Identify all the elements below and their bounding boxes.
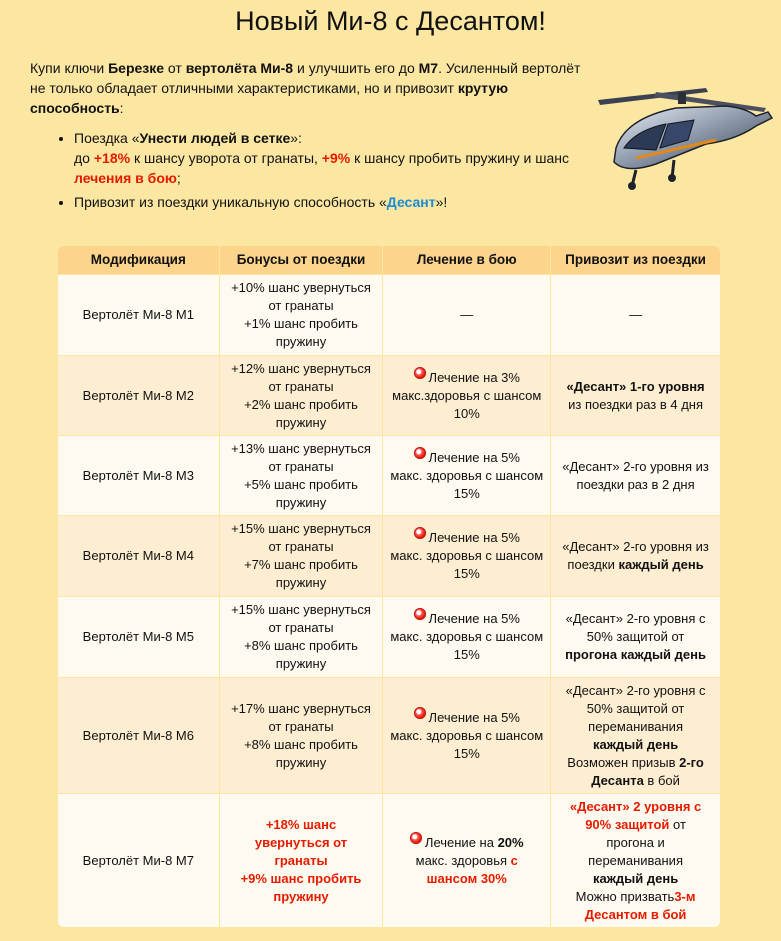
table-row bbox=[58, 274, 720, 355]
cell-bonus: +18% шанс увернуться от гранаты +9% шанс пробить пружину bbox=[220, 793, 384, 927]
cell-heal: Лечение на 5% макс. здоровья с шансом 15% bbox=[383, 515, 551, 596]
cell-bring: — bbox=[551, 274, 720, 355]
header-healing: Лечение в бою bbox=[383, 246, 551, 274]
table-row bbox=[58, 435, 720, 515]
cell-mod: Вертолёт Ми-8 М6 bbox=[58, 677, 220, 793]
lollipop-icon bbox=[410, 832, 422, 844]
table-row bbox=[58, 793, 720, 927]
table-header-row bbox=[58, 246, 720, 274]
cell-bring: «Десант» 1-го уровня из поездки раз в 4 дня bbox=[551, 355, 720, 435]
helicopter-image bbox=[596, 78, 776, 193]
table-row bbox=[58, 355, 720, 435]
header-brings: Привозит из поездки bbox=[551, 246, 720, 274]
cell-bonus: +15% шанс увернуться от гранаты +8% шанс пробить пружину bbox=[220, 596, 384, 677]
cell-bring: «Десант» 2-го уровня с 50% защитой от прогона каждый день bbox=[551, 596, 720, 677]
feature-item-trip: • Поездка «Унести людей в сетке»: до +18% к шансу уворота от гранаты, +9% к шансу пробить пружину и шанс лечения в бою; bbox=[74, 128, 585, 188]
intro-paragraph: Купи ключи Березке от вертолёта Ми-8 и улучшить его до М7. Усиленный вертолёт не только обладает отличными характеристиками, но и привозит крутую способность: bbox=[30, 60, 581, 116]
cell-bonus: +10% шанс увернуться от гранаты +1% шанс пробить пружину bbox=[220, 274, 384, 355]
header-bonuses: Бонусы от поездки bbox=[220, 246, 384, 274]
cell-mod: Вертолёт Ми-8 М3 bbox=[58, 435, 220, 515]
cell-heal: Лечение на 5% макс. здоровья с шансом 15% bbox=[383, 435, 551, 515]
lollipop-icon bbox=[414, 707, 426, 719]
table-row bbox=[58, 515, 720, 596]
cell-bonus: +17% шанс увернуться от гранаты +8% шанс пробить пружину bbox=[220, 677, 384, 793]
header-modification: Модификация bbox=[58, 246, 220, 274]
cell-heal: Лечение на 3% макс.здоровья с шансом 10% bbox=[383, 355, 551, 435]
lollipop-icon bbox=[414, 367, 426, 379]
feature-list bbox=[30, 128, 585, 212]
cell-bonus: +13% шанс увернуться от гранаты +5% шанс пробить пружину bbox=[220, 435, 384, 515]
cell-bring: «Десант» 2 уровня с 90% защитой от прогона и переманивания каждый день Можно призвать3-м Десантом в бой bbox=[551, 793, 720, 927]
cell-heal: — bbox=[383, 274, 551, 355]
cell-bonus: +15% шанс увернуться от гранаты +7% шанс пробить пружину bbox=[220, 515, 384, 596]
cell-bring: «Десант» 2-го уровня из поездки раз в 2 дня bbox=[551, 435, 720, 515]
cell-mod: Вертолёт Ми-8 М1 bbox=[58, 274, 220, 355]
cell-bonus: +12% шанс увернуться от гранаты +2% шанс пробить пружину bbox=[220, 355, 384, 435]
cell-heal: Лечение на 5% макс. здоровья с шансом 15% bbox=[383, 596, 551, 677]
lollipop-icon bbox=[414, 608, 426, 620]
page-title: Новый Ми-8 с Десантом! bbox=[235, 6, 546, 36]
cell-mod: Вертолёт Ми-8 М4 bbox=[58, 515, 220, 596]
modifications-table bbox=[58, 246, 720, 927]
intro-text bbox=[30, 58, 585, 216]
cell-bring: «Десант» 2-го уровня с 50% защитой от переманивания каждый день Возможен призыв 2-го Десанта в бой bbox=[551, 677, 720, 793]
table-row bbox=[58, 596, 720, 677]
lollipop-icon bbox=[414, 527, 426, 539]
cell-mod: Вертолёт Ми-8 М7 bbox=[58, 793, 220, 927]
table-row bbox=[58, 677, 720, 793]
cell-bring: «Десант» 2-го уровня из поездки каждый день bbox=[551, 515, 720, 596]
cell-heal: Лечение на 20% макс. здоровья с шансом 30% bbox=[383, 793, 551, 927]
cell-mod: Вертолёт Ми-8 М2 bbox=[58, 355, 220, 435]
cell-heal: Лечение на 5% макс. здоровья с шансом 15% bbox=[383, 677, 551, 793]
cell-mod: Вертолёт Ми-8 М5 bbox=[58, 596, 220, 677]
feature-item-desant: • Привозит из поездки уникальную способность «Десант»! bbox=[74, 192, 585, 212]
lollipop-icon bbox=[414, 447, 426, 459]
